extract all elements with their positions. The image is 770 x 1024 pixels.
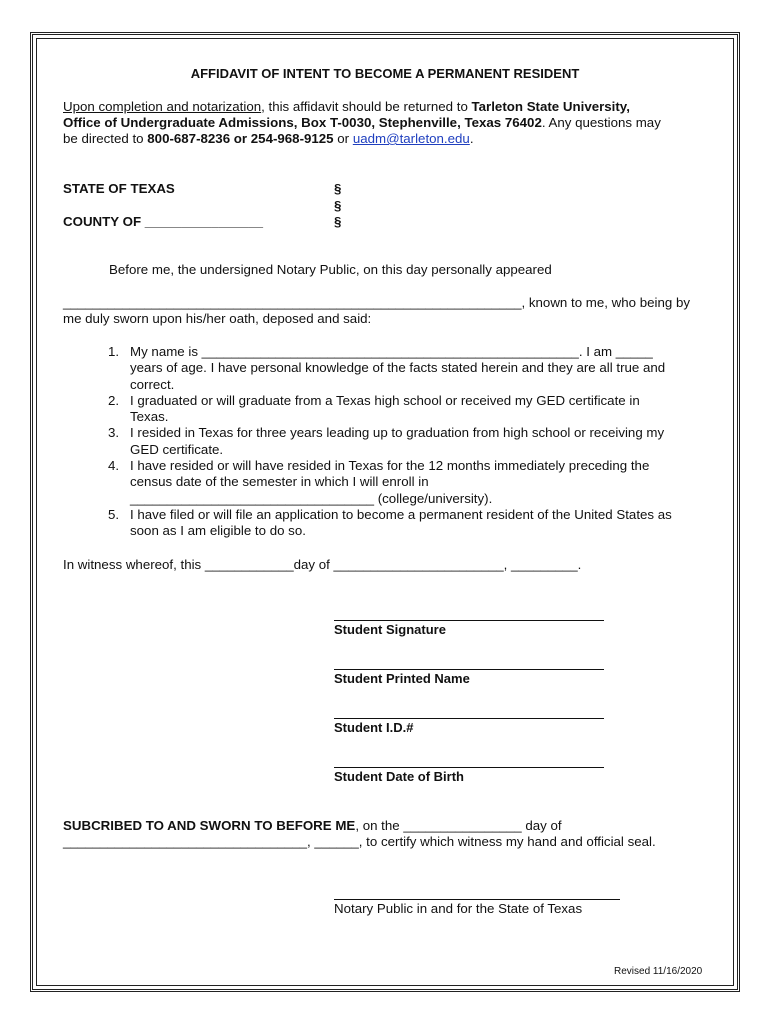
revised-date: Revised 11/16/2020 [614,966,703,977]
intro-line-3 [63,131,474,147]
appearance-line-3: me duly sworn upon his/her oath, deposed and said: [63,311,372,326]
list-line: My name is ___________________________________________________. I am _____ [130,344,653,359]
list-line: Texas. [130,409,169,425]
list-line: correct. [130,376,175,392]
intro-part2: . Any questions may [541,115,661,130]
student-id-label: Student I.D.# [334,720,414,735]
list-line: I resided in Texas for three years leading up to graduation from high school or receiving my [130,425,665,441]
list-item [100,507,710,540]
appearance-line-1: Before me, the undersigned Notary Public, on this day personally appeared [109,262,552,277]
list-item [100,344,710,393]
list-number: 2. [108,392,120,408]
intro-phones: 800-687-8236 or 254-968-9125 [147,131,334,146]
intro-underlined: Upon completion and notarization [63,99,262,114]
intro-part5: . [469,131,474,146]
list-line: census date of the semester in which I will enroll in [130,474,429,490]
list-line: years of age. I have personal knowledge of the facts stated herein and they are all true and [130,360,666,376]
section-symbol: § [334,198,342,213]
sworn-line-1 [63,818,562,834]
list-number: 1. [108,344,120,359]
intro-university: Tarleton State University, [471,99,630,114]
list-item [100,425,710,458]
email-link[interactable]: uadm@tarleton.edu [352,131,470,146]
sworn-line-2: _________________________________, ______, to certify which witness my hand and official seal. [63,834,656,849]
document-title: AFFIDAVIT OF INTENT TO BECOME A PERMANENT RESIDENT [190,66,580,81]
intro-address: Office of Undergraduate Admissions, Box T-0030, Stephenville, Texas 76402 [63,115,542,130]
intro-line-2 [63,115,661,131]
list-line: I graduated or will graduate from a Texas high school or received my GED certificate in [130,392,640,408]
intro-part4: or [333,131,353,146]
list-item [100,393,710,426]
student-date-of-birth-label: Student Date of Birth [334,769,464,784]
list-number: 3. [108,425,120,441]
student-id-line[interactable] [334,718,604,719]
list-number: 5. [108,506,120,522]
student-signature-label: Student Signature [334,622,446,637]
state-label: STATE OF TEXAS [63,181,175,196]
list-item [100,458,710,507]
notary-label: Notary Public in and for the State of Texas [334,901,583,916]
list-number: 4. [108,458,120,474]
witness-line: In witness whereof, this ____________day of _______________________, _________. [63,557,582,572]
intro-part3: be directed to [63,131,148,146]
section-symbol: § [334,214,342,229]
signature-line[interactable] [334,620,604,621]
deposition-list [100,344,710,540]
list-line: I have filed or will file an application to become a permanent resident of the United States as [130,506,672,522]
section-symbol: § [334,181,342,196]
list-line: GED certificate. [130,441,224,457]
printed-name-line[interactable] [334,669,604,670]
intro-part1: , this affidavit should be returned to [261,99,472,114]
intro-line-1 [63,99,630,115]
list-line: I have resided or will have resided in Texas for the 12 months immediately preceding the [130,458,650,474]
sworn-rest: , on the ________________ day of [355,818,562,833]
student-printed-name-label: Student Printed Name [334,671,470,686]
list-line: _________________________________ (college/university). [130,490,493,506]
appearance-line-2: ______________________________________________________________, known to me, who being by [63,295,691,310]
sworn-bold: SUBCRIBED TO AND SWORN TO BEFORE ME [63,818,356,833]
date-of-birth-line[interactable] [334,767,604,768]
notary-signature-line[interactable] [334,899,620,900]
county-label: COUNTY OF ________________ [63,214,264,229]
list-line: soon as I am eligible to do so. [130,523,306,539]
